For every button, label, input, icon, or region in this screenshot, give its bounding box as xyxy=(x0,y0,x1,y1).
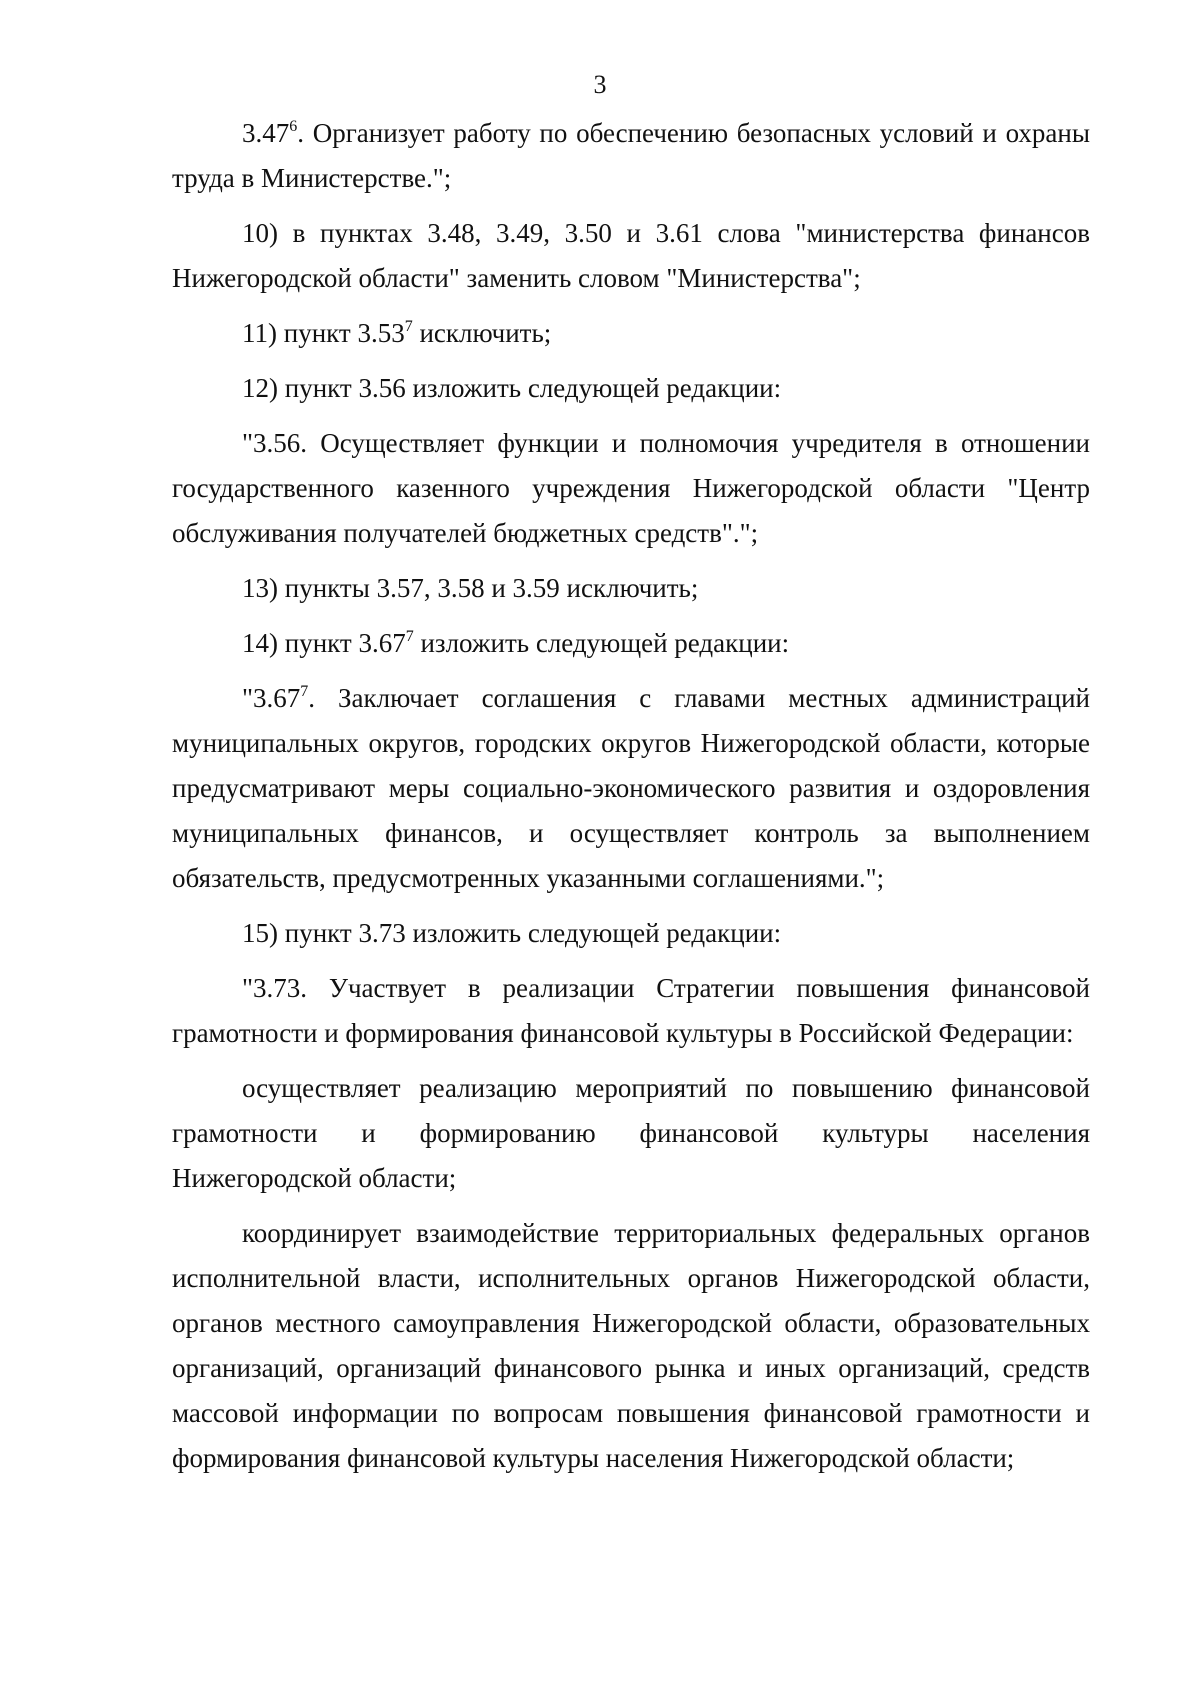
paragraph-item-14: 14) пункт 3.67$^7$ изложить следующей редакции: xyxy=(242,628,790,658)
paragraph-item-13: 13) пункты 3.57, 3.58 и 3.59 исключить; xyxy=(242,573,699,603)
page-number: 3 xyxy=(593,70,607,99)
paragraph-item-12: 12) пункт 3.56 изложить следующей редакции: xyxy=(242,373,782,403)
paragraph-3-73: "3.73. Участвует в реализации Стратегии повышения финансовой грамотности и формирования финансовой культуры в Российской Федерации: xyxy=(172,973,1090,1048)
paragraph-3-73-subitem-1: осуществляет реализацию мероприятий по повышению финансовой грамотности и формированию финансовой культуры населения Нижегородской области; xyxy=(172,1073,1090,1193)
paragraph-3-73-subitem-2: координирует взаимодействие территориальных федеральных органов исполнительной власти, исполнительных органов Нижегородской области, органов местного самоуправления Нижегородской области, образовательных организаций, организаций финансового рынка и иных организаций, средств массовой информации по вопросам повышения финансовой грамотности и формирования финансовой культуры населения Нижегородской области; xyxy=(172,1218,1090,1473)
paragraph-item-15: 15) пункт 3.73 изложить следующей редакции: xyxy=(242,918,782,948)
paragraph-3-47-6: 3.47$^6$. Организует работу по обеспечению безопасных условий и охраны труда в Министерстве."; xyxy=(172,118,1090,193)
paragraph-item-10: 10) в пунктах 3.48, 3.49, 3.50 и 3.61 слова "министерства финансов Нижегородской области" заменить словом "Министерства"; xyxy=(172,218,1090,293)
paragraph-3-67-7: "3.67$^7$. Заключает соглашения с главами местных администраций муниципальных округов, городских округов Нижегородской области, которые предусматривают меры социально-экономического развития и оздоровления муниципальных финансов, и осуществляет контроль за выполнением обязательств, предусмотренных указанными соглашениями."; xyxy=(172,683,1090,893)
paragraph-3-56: "3.56. Осуществляет функции и полномочия учредителя в отношении государственного казенного учреждения Нижегородской области "Центр обслуживания получателей бюджетных средств"."; xyxy=(172,428,1090,548)
document-body xyxy=(172,111,1090,1491)
paragraph-item-11: 11) пункт 3.53$^7$ исключить; xyxy=(242,318,552,348)
